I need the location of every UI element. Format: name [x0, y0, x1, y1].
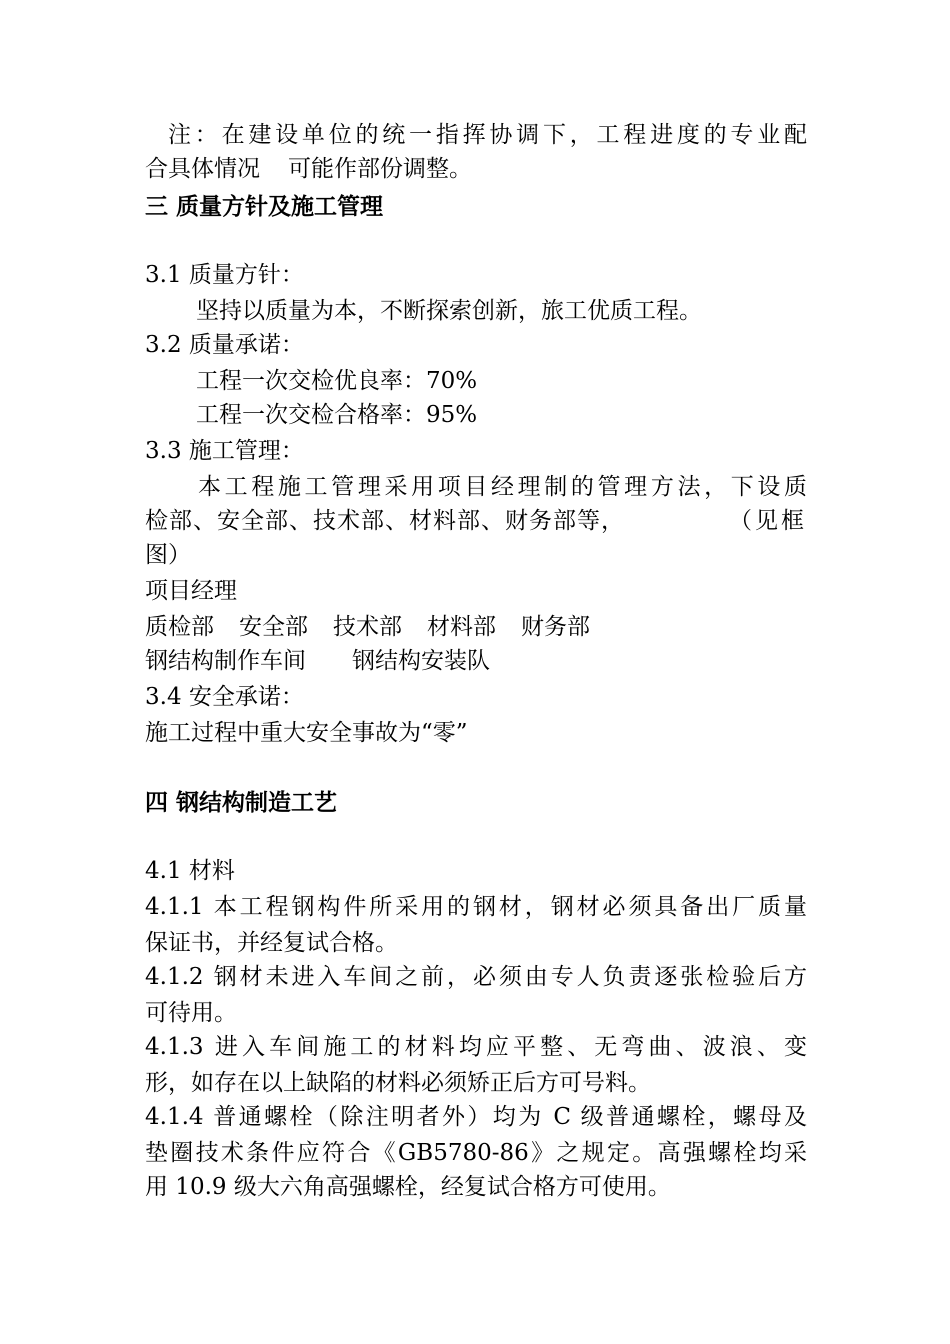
- section-3-1-title: 3.1 质量方针：: [145, 262, 304, 288]
- section-4-1-4-line-3: 用 10.9 级大六角高强螺栓，经复试合格方可使用。: [145, 1174, 671, 1200]
- note-line-2b: 可能作部份调整。: [288, 156, 472, 182]
- org-dept: 技术部: [333, 614, 402, 640]
- org-dept: 安全部: [239, 614, 308, 640]
- section-3-1-body: 坚持以质量为本，不断探索创新，旅工优质工程。: [196, 298, 702, 324]
- section-3-2-line-1: 工程一次交检优良率：70%: [196, 368, 478, 394]
- section-3-3-body-3: 图）: [145, 542, 191, 568]
- section-4-1-title: 4.1 材料: [145, 858, 235, 884]
- org-chart-top: 项目经理: [145, 578, 237, 604]
- section-3-3-title: 3.3 施工管理：: [145, 438, 304, 464]
- section-3-4-body: 施工过程中重大安全事故为“零”: [145, 720, 468, 746]
- section-3-2-title: 3.2 质量承诺：: [145, 332, 304, 358]
- section-4-1-4-line-1: 4.1.4 普通螺栓（除注明者外）均为 C 级普通螺栓，螺母及: [145, 1104, 807, 1130]
- section-4-1-3-line-1: 4.1.3 进入车间施工的材料均应平整、无弯曲、波浪、变: [145, 1034, 807, 1060]
- org-dept: 材料部: [427, 614, 496, 640]
- section-4-1-4-line-2: 垫圈技术条件应符合《GB5780-86》之规定。高强螺栓均采: [145, 1140, 807, 1166]
- section-4-1-2-line-2: 可待用。: [145, 1000, 237, 1026]
- org-chart-units: [145, 644, 807, 678]
- section-3-3-body-1: 本工程施工管理采用项目经理制的管理方法，下设质: [198, 474, 807, 500]
- note-line-2: [145, 152, 807, 186]
- org-unit: 钢结构安装队: [352, 648, 490, 674]
- note-line-2a: 合具体情况: [145, 156, 260, 182]
- org-chart-departments: [145, 610, 807, 644]
- note-line-1: 注：在建设单位的统一指挥协调下，工程进度的专业配: [168, 122, 807, 148]
- section-3-3-body-2: [145, 504, 807, 538]
- section-3-2-line-2: 工程一次交检合格率：95%: [196, 402, 478, 428]
- section-3-heading: 三 质量方针及施工管理: [145, 194, 384, 220]
- section-4-1-3-line-2: 形，如存在以上缺陷的材料必须矫正后方可号料。: [145, 1070, 651, 1096]
- org-dept: 质检部: [145, 614, 214, 640]
- org-unit: 钢结构制作车间: [145, 648, 306, 674]
- section-3-4-title: 3.4 安全承诺：: [145, 684, 304, 710]
- org-dept: 财务部: [521, 614, 590, 640]
- section-4-1-1-line-1: 4.1.1 本工程钢构件所采用的钢材，钢材必须具备出厂质量: [145, 894, 807, 920]
- section-4-heading: 四 钢结构制造工艺: [145, 790, 338, 816]
- section-3-3-body-2b: （见框: [729, 508, 807, 534]
- section-3-3-body-2a: 检部、安全部、技术部、材料部、财务部等，: [145, 508, 625, 534]
- section-4-1-2-line-1: 4.1.2 钢材未进入车间之前，必须由专人负责逐张检验后方: [145, 964, 807, 990]
- section-4-1-1-line-2: 保证书，并经复试合格。: [145, 930, 398, 956]
